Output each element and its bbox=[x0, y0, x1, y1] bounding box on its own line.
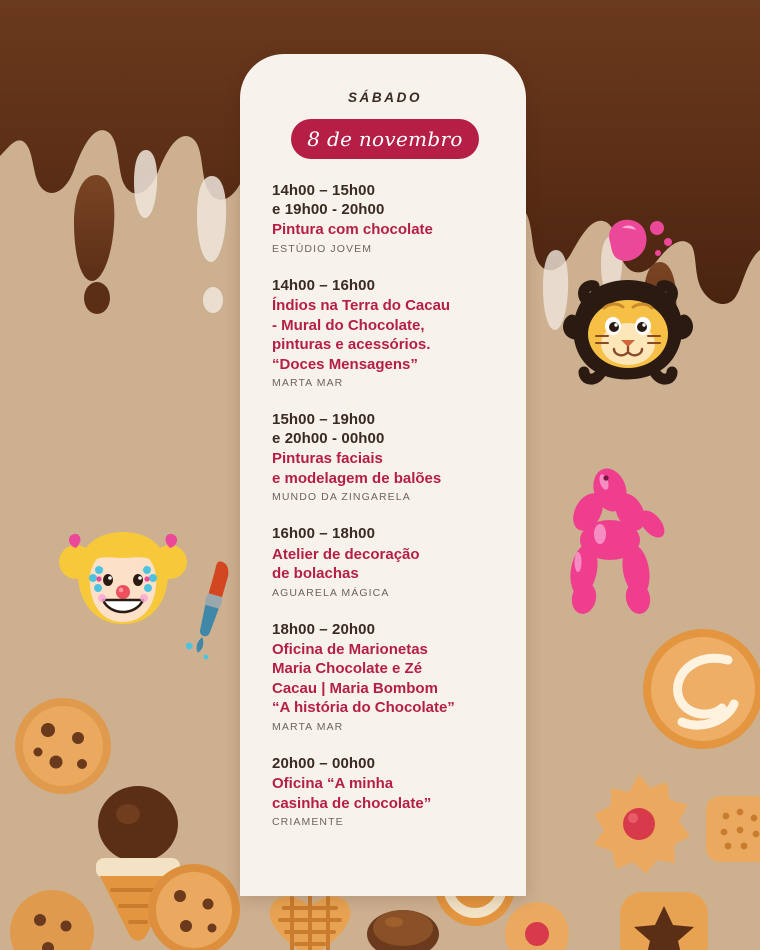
event-time: 14h00 – 16h00 bbox=[272, 276, 376, 294]
sandwich-cookie bbox=[140, 862, 248, 950]
event-time: 18h00 – 20h00 bbox=[272, 620, 376, 638]
date-pill bbox=[291, 119, 479, 159]
girl-face-painting-illustration bbox=[58, 528, 188, 648]
cracker-biscuit bbox=[700, 790, 760, 868]
waffle-heart-cookie bbox=[262, 890, 358, 950]
event-title: Pintura com chocolate bbox=[272, 221, 433, 239]
event-title: Pinturas faciais e modelagem de balões bbox=[272, 450, 442, 487]
lion-face-illustration bbox=[566, 278, 690, 382]
event-time: 16h00 – 18h00 bbox=[272, 525, 376, 543]
event-time: 14h00 – 15h00 e 19h00 - 20h00 bbox=[272, 182, 385, 219]
event-place: MUNDO DA ZINGARELA bbox=[272, 491, 411, 504]
weekday-label: SÁBADO bbox=[347, 90, 423, 105]
event-place: MARTA MAR bbox=[272, 720, 344, 733]
event-place: ESTÚDIO JOVEM bbox=[272, 242, 373, 255]
event-title: Oficina de Marionetas Maria Chocolate e Zé Cacau | Maria Bombom “A história do Chocolate” bbox=[272, 640, 455, 717]
chocolate-swirl-cookie bbox=[638, 626, 760, 752]
list-item bbox=[272, 620, 498, 733]
event-time: 20h00 – 00h00 bbox=[272, 754, 376, 772]
event-title: Atelier de decoração de bolachas bbox=[272, 545, 420, 583]
star-biscuit bbox=[616, 888, 712, 950]
events-list bbox=[272, 181, 498, 828]
paint-brush-illustration bbox=[186, 556, 246, 666]
pink-paint-splash bbox=[600, 212, 680, 268]
event-title: Oficina “A minha casinha de chocolate” bbox=[272, 775, 432, 812]
date-label: 8 de novembro bbox=[307, 127, 463, 151]
event-time: 15h00 – 19h00 e 20h00 - 00h00 bbox=[272, 411, 385, 448]
list-item bbox=[272, 524, 498, 598]
list-item bbox=[272, 754, 498, 828]
list-item bbox=[272, 410, 498, 503]
list-item bbox=[272, 181, 498, 255]
schedule-card bbox=[240, 54, 526, 896]
jam-biscuit bbox=[586, 772, 692, 876]
event-place: MARTA MAR bbox=[272, 377, 344, 390]
jam-biscuit bbox=[498, 898, 576, 950]
event-place: CRIAMENTE bbox=[272, 816, 344, 828]
list-item bbox=[272, 276, 498, 389]
chocolate-chip-cookie bbox=[8, 886, 104, 950]
event-place: AGUARELA MÁGICA bbox=[272, 586, 390, 599]
event-title: Índios na Terra do Cacau - Mural do Chocolate, pinturas e acessórios. “Doces Mensagens” bbox=[272, 297, 451, 373]
pink-balloon-dog-illustration bbox=[548, 452, 688, 620]
